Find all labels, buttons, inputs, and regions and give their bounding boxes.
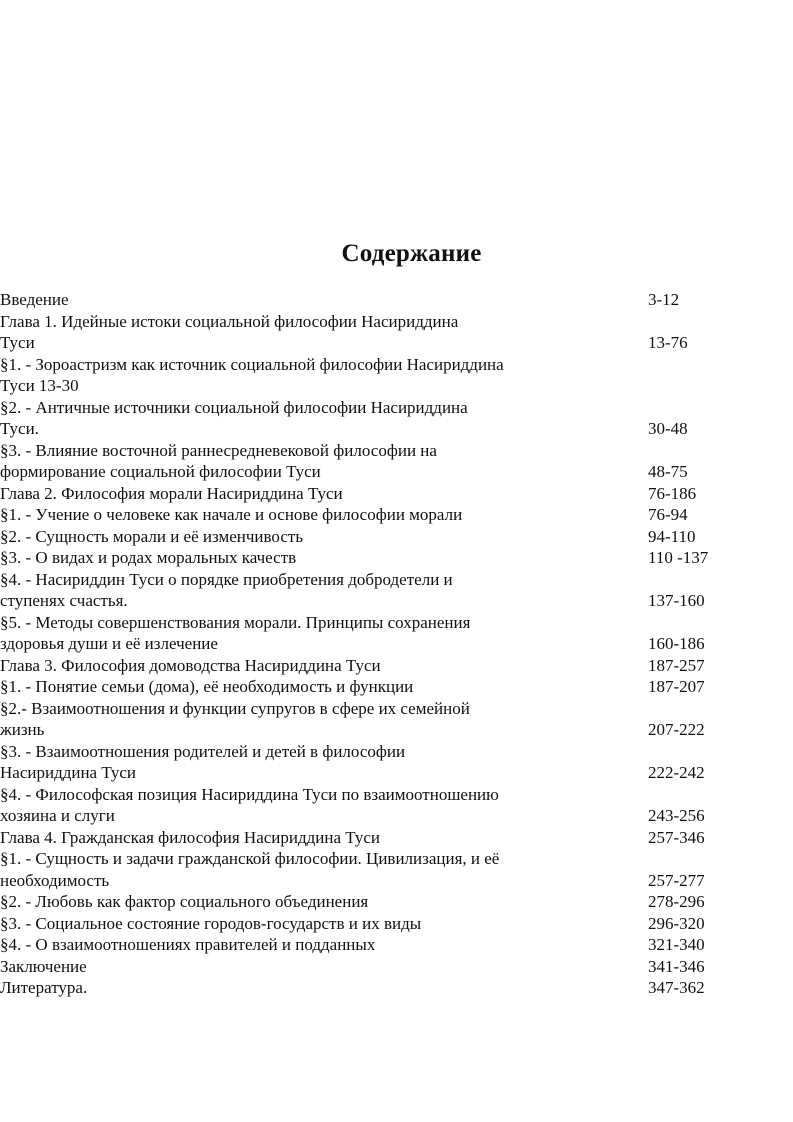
toc-entry-text: §2. - Любовь как фактор социального объединения	[0, 892, 369, 911]
toc-entry	[0, 418, 793, 440]
toc-entry	[0, 547, 793, 569]
toc-entry	[0, 354, 793, 376]
toc-entry	[0, 612, 793, 634]
toc-entry	[0, 805, 793, 827]
toc-entry-text: §2.- Взаимоотношения и функции супругов в сфере их семейной	[0, 698, 470, 718]
toc-entry-text: §3. - Социальное состояние городов-государств и их виды	[0, 913, 422, 933]
toc-entry	[0, 483, 793, 505]
toc-entry	[0, 397, 793, 419]
toc-entry-text: Глава 1. Идейные истоки социальной философии Насириддина	[0, 311, 459, 331]
toc-entry	[0, 461, 793, 483]
toc-entry	[0, 332, 793, 354]
toc-entry	[0, 956, 793, 978]
toc-entry-pages: 94-110	[648, 526, 696, 546]
toc-entry	[0, 891, 793, 913]
toc-entry	[0, 977, 793, 999]
toc-entry-text: §3. - О видах и родах моральных качеств	[0, 548, 297, 567]
toc-entry-text: §1. - Понятие семьи (дома), её необходимость и функции	[0, 677, 414, 696]
toc-entry-text: §3. - Влияние восточной раннесредневековой философии на	[0, 440, 437, 460]
toc-entry	[0, 633, 793, 655]
toc-entry	[0, 848, 793, 870]
toc-entry	[0, 655, 793, 677]
toc-entry-text: жизнь	[0, 720, 45, 739]
toc-entry-pages: 257-277	[648, 870, 705, 890]
toc-entry-text: необходимость	[0, 870, 110, 890]
toc-entry-pages: 76-94	[648, 505, 688, 524]
toc-entry-text: Туси	[0, 333, 35, 352]
toc-entry-text: §5. - Методы совершенствования морали. Принципы сохранения	[0, 612, 471, 632]
toc-entry-pages: 187-207	[648, 677, 705, 696]
toc-entry-text: Туси.	[0, 419, 39, 438]
toc-entry-pages: 3-12	[648, 290, 680, 309]
toc-entry	[0, 762, 793, 784]
toc-entry-text: §1. - Учение о человеке как начале и основе философии морали	[0, 505, 463, 524]
toc-entry-pages: 321-340	[648, 935, 705, 954]
toc-entry-text: §3. - Взаимоотношения родителей и детей в философии	[0, 741, 406, 761]
toc-entry-text: ступенях счастья.	[0, 591, 128, 610]
toc-entry-pages: 347-362	[648, 978, 705, 997]
toc-entry-pages: 48-75	[648, 462, 688, 481]
toc-entry-pages: 76-186	[648, 483, 697, 503]
toc-entry	[0, 719, 793, 741]
toc-entry	[0, 311, 793, 333]
toc-entry-pages: 207-222	[648, 720, 705, 739]
toc-entry	[0, 375, 793, 397]
toc-entry	[0, 289, 793, 311]
toc-entry-pages: 243-256	[648, 806, 705, 825]
toc-entry-text: §4. - Философская позиция Насириддина Туси по взаимоотношению	[0, 784, 499, 804]
table-of-contents	[0, 289, 793, 999]
toc-entry-pages: 13-76	[648, 333, 688, 352]
toc-entry-text: §4. - Насириддин Туси о порядке приобретения добродетели и	[0, 569, 453, 589]
toc-entry	[0, 590, 793, 612]
toc-entry-text: Насириддина Туси	[0, 763, 137, 782]
toc-entry-text: §1. - Зороастризм как источник социальной философии Насириддина	[0, 354, 504, 374]
toc-entry-text: Глава 3. Философия домоводства Насириддина Туси	[0, 655, 381, 675]
toc-entry-text: §1. - Сущность и задачи гражданской философии. Цивилизация, и её	[0, 849, 500, 868]
toc-entry	[0, 526, 793, 548]
toc-entry-pages: 278-296	[648, 892, 705, 911]
toc-entry	[0, 741, 793, 763]
toc-entry-pages: 296-320	[648, 913, 705, 933]
page-title: Содержание	[341, 240, 482, 267]
toc-entry-text: Введение	[0, 290, 69, 309]
toc-entry-text: Литература.	[0, 978, 88, 997]
toc-entry-pages: 137-160	[648, 591, 705, 610]
toc-entry-text: Заключение	[0, 956, 87, 976]
toc-entry-text: Туси 13-30	[0, 376, 79, 395]
toc-entry-text: формирование социальной философии Туси	[0, 462, 321, 481]
toc-entry-pages: 110 -137	[648, 548, 709, 567]
toc-entry-text: Глава 2. Философия морали Насириддина Туси	[0, 483, 343, 503]
toc-entry	[0, 440, 793, 462]
toc-entry	[0, 870, 793, 892]
toc-entry-text: §2. - Сущность морали и её изменчивость	[0, 526, 304, 546]
toc-entry	[0, 676, 793, 698]
toc-entry-text: Глава 4. Гражданская философия Насириддина Туси	[0, 827, 380, 847]
toc-entry-pages: 341-346	[648, 956, 705, 976]
toc-entry	[0, 504, 793, 526]
toc-entry-text: §2. - Античные источники социальной философии Насириддина	[0, 397, 468, 417]
toc-entry	[0, 827, 793, 849]
toc-entry	[0, 784, 793, 806]
toc-entry-pages: 187-257	[648, 655, 705, 675]
toc-entry-pages: 222-242	[648, 763, 705, 782]
toc-entry	[0, 569, 793, 591]
toc-entry	[0, 913, 793, 935]
toc-entry-text: хозяина и слуги	[0, 806, 115, 825]
toc-entry-text: здоровья души и её излечение	[0, 634, 218, 653]
toc-entry-pages: 160-186	[648, 634, 705, 653]
toc-entry-pages: 257-346	[648, 827, 705, 847]
toc-entry	[0, 698, 793, 720]
toc-entry-pages: 30-48	[648, 419, 688, 438]
toc-entry	[0, 934, 793, 956]
toc-entry-text: §4. - О взаимоотношениях правителей и подданных	[0, 935, 376, 954]
